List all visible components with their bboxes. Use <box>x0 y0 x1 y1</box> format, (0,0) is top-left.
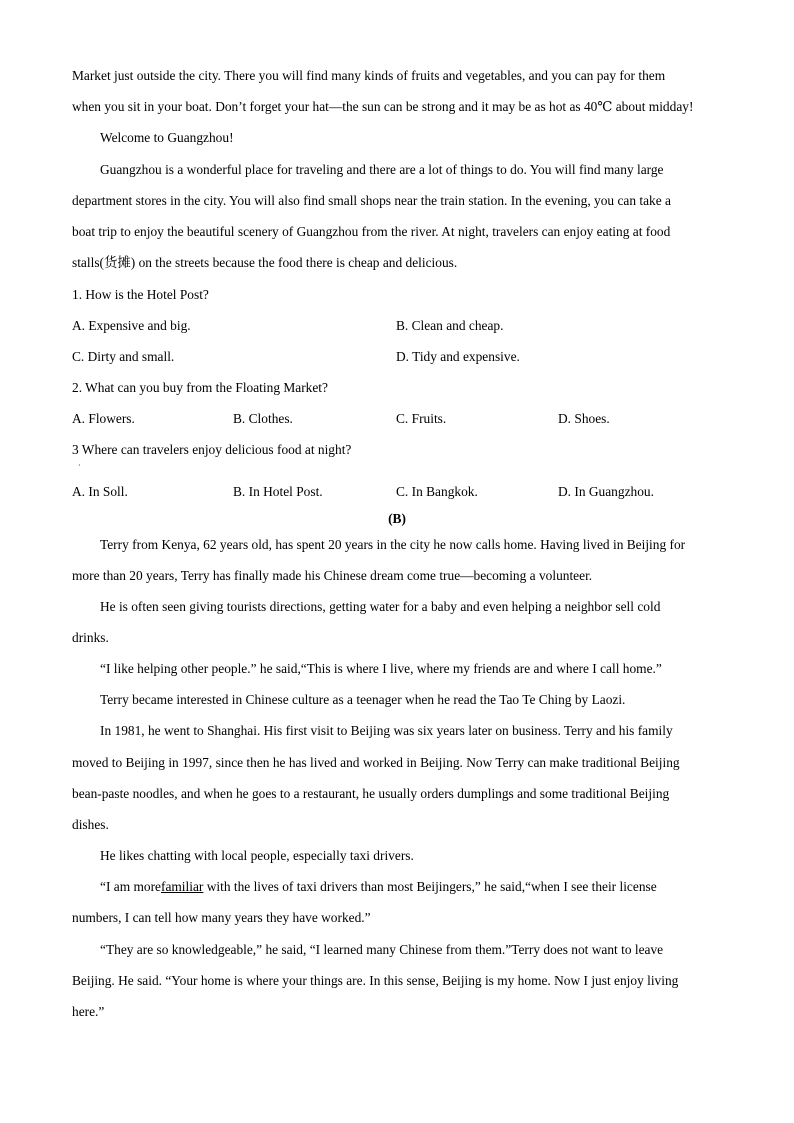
paragraph-line: boat trip to enjoy the beautiful scenery of Guangzhou from the river. At night, travelers can enjoy eating at food <box>72 224 671 239</box>
paragraph-line: Terry from Kenya, 62 years old, has spent 20 years in the city he now calls home. Having lived in Beijing for <box>100 537 686 552</box>
answer-option: A. Expensive and big. <box>72 318 191 333</box>
paragraph-line: He is often seen giving tourists directions, getting water for a baby and even helping a neighbor sell cold <box>100 599 661 614</box>
paragraph-line: more than 20 years, Terry has finally made his Chinese dream come true—becoming a volunteer. <box>72 568 593 583</box>
paragraph-line: Terry became interested in Chinese culture as a teenager when he read the Tao Te Ching by Laozi. <box>100 692 626 707</box>
paragraph-line: Guangzhou is a wonderful place for traveling and there are a lot of things to do. You will find many large <box>100 162 664 177</box>
paragraph-line: when you sit in your boat. Don’t forget your hat—the sun can be strong and it may be as hot as 40℃ about midday! <box>72 99 694 114</box>
answer-option: A. Flowers. <box>72 411 135 426</box>
answer-option: B. Clean and cheap. <box>396 318 504 333</box>
section-heading: (B) <box>388 511 406 526</box>
text-run: with the lives of taxi drivers than most Beijingers,” he said,“when I see their license <box>203 879 657 894</box>
paragraph-line: He likes chatting with local people, especially taxi drivers. <box>100 848 414 863</box>
stray-dot: · <box>78 461 81 470</box>
paragraph-line: In 1981, he went to Shanghai. His first visit to Beijing was six years later on business. Terry and his family <box>100 723 673 738</box>
text-run: “I am more <box>100 879 161 894</box>
paragraph-line: numbers, I can tell how many years they have worked.” <box>72 910 371 925</box>
answer-option: D. Shoes. <box>558 411 610 426</box>
paragraph-line: department stores in the city. You will also find small shops near the train station. In the evening, you can take a <box>72 193 671 208</box>
answer-option: D. In Guangzhou. <box>558 484 654 499</box>
paragraph-line: here.” <box>72 1004 105 1019</box>
paragraph-line <box>100 879 657 895</box>
paragraph-line: Market just outside the city. There you will find many kinds of fruits and vegetables, and you can pay for them <box>72 68 666 83</box>
answer-option: D. Tidy and expensive. <box>396 349 520 364</box>
section-title: Welcome to Guangzhou! <box>100 130 234 145</box>
paragraph-line: drinks. <box>72 630 109 645</box>
answer-option: A. In Soll. <box>72 484 128 499</box>
question-stem: 2. What can you buy from the Floating Market? <box>72 380 328 395</box>
paragraph-line: stalls(货摊) on the streets because the food there is cheap and delicious. <box>72 255 458 270</box>
answer-option: C. Dirty and small. <box>72 349 175 364</box>
underlined-word: familiar <box>160 879 204 894</box>
paragraph-line: bean-paste noodles, and when he goes to a restaurant, he usually orders dumplings and some traditional Beijing <box>72 786 670 801</box>
paragraph-line: dishes. <box>72 817 109 832</box>
answer-option: C. Fruits. <box>396 411 447 426</box>
paragraph-line: “I like helping other people.” he said,“This is where I live, where my friends are and where I call home.” <box>100 661 662 676</box>
paragraph-line: Beijing. He said. “Your home is where your things are. In this sense, Beijing is my home. Now I just enjoy living <box>72 973 679 988</box>
answer-option: C. In Bangkok. <box>396 484 478 499</box>
paragraph-line: “They are so knowledgeable,” he said, “I learned many Chinese from them.”Terry does not want to leave <box>100 942 664 957</box>
question-stem: 3 Where can travelers enjoy delicious food at night? <box>72 442 352 457</box>
paragraph-line: moved to Beijing in 1997, since then he has lived and worked in Beijing. Now Terry can make traditional Beijing <box>72 755 680 770</box>
answer-option: B. Clothes. <box>233 411 293 426</box>
answer-option: B. In Hotel Post. <box>233 484 323 499</box>
question-stem: 1. How is the Hotel Post? <box>72 287 209 302</box>
